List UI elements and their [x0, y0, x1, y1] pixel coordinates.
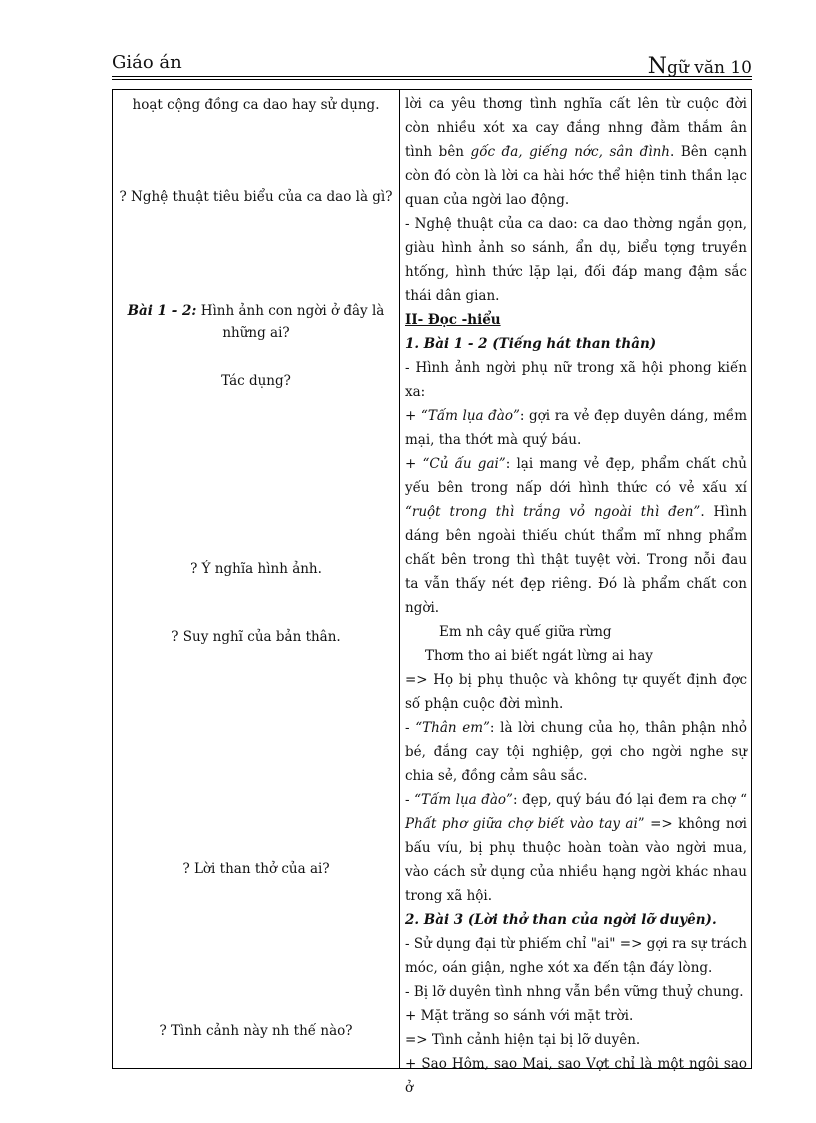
right-p3: - Hình ảnh ngời phụ nữ trong xã hội phong kiến xa: [405, 360, 747, 400]
header-rule-top [112, 76, 752, 77]
left-q6: ? Lời than thở của ai? [182, 861, 330, 877]
left-q1: ? Nghệ thuật tiêu biểu của ca dao là gì? [119, 189, 393, 205]
right-p10: - Bị lỡ duyên tình nhng vẫn bền vững thuỷ chung. [405, 984, 744, 1000]
right-poem-line1: Em nh cây quế giữa rừng [439, 624, 612, 640]
header-left-title: Giáo án [112, 52, 182, 73]
right-p5: + “Củ ấu gai”: lại mang vẻ đẹp, phẩm chất chủ yếu bên trong nấp dới hình thức có vẻ xấu xí “ruột trong thì trắng vỏ ngoài thì đen”. Hình dáng bên ngoài thiếu chút thẩm mĩ nhng phẩm chất bên trong thì thật tuyệt vời. Trong nỗi đau ta vẫn thấy nét đẹp riêng. Đó là phẩm chất con ngời. [405, 456, 748, 616]
right-poem-line2: Thơm tho ai biết ngát lừng ai hay [425, 648, 653, 664]
left-q2-text: Hình ảnh con ngời ở đây là [196, 303, 385, 319]
right-p1: lời ca yêu thơng tình nghĩa cất lên từ cuộc đời còn nhiều xót xa cay đắng nhng đằm thắm ân tình bên gốc đa, giếng nớc, sân đình. Bên cạnh còn đó còn là lời ca hài hớc thể hiện tinh thần lạc quan của ngời lao động. [405, 96, 747, 208]
right-p7: - “Thân em”: là lời chung của họ, thân phận nhỏ bé, đắng cay tội nghiệp, gợi cho ngời nghe sự chia sẻ, đồng cảm sâu sắc. [405, 720, 748, 784]
left-q2 [113, 300, 399, 344]
right-p8: - “Tấm lụa đào”: đẹp, quý báu đó lại đem ra chợ “ Phất phơ giữa chợ biết vào tay ai” => không nơi bấu víu, bị phụ thuộc hoàn toàn vào ngời mua, vào cách sử dụng của nhiều hạng ngời khác nhau trong xã hội. [405, 792, 747, 904]
column-divider [399, 90, 400, 1068]
left-q2-label: Bài 1 - 2: [127, 303, 197, 319]
right-p6: => Họ bị phụ thuộc và không tự quyết định đợc số phận cuộc đời mình. [405, 672, 747, 712]
lesson-table [112, 89, 752, 1096]
right-p13: + Sao Hôm, sao Mai, sao Vợt chỉ là một ngôi sao ở [405, 1056, 747, 1096]
right-heading-section: II- Đọc -hiểu [405, 312, 501, 328]
right-p12: => Tình cảnh hiện tại bị lỡ duyên. [405, 1032, 641, 1048]
right-heading-2: 2. Bài 3 (Lời thở than của ngời lỡ duyên). [405, 912, 717, 928]
right-p4: + “Tấm lụa đào”: gợi ra vẻ đẹp duyên dáng, mềm mại, tha thớt mà quý báu. [405, 408, 747, 448]
right-heading-1: 1. Bài 1 - 2 (Tiếng hát than thân) [405, 336, 657, 352]
left-q4: ? Ý nghĩa hình ảnh. [190, 561, 322, 577]
left-q3: Tác dụng? [221, 373, 291, 389]
left-q0: hoạt cộng đồng ca dao hay sử dụng. [132, 97, 380, 113]
right-p2: - Nghệ thuật của ca dao: ca dao thờng ngắn gọn, giàu hình ảnh so sánh, ẩn dụ, biểu tợng truyền htống, hình thức lặp lại, đối đáp mang đậm sắc thái dân gian. [405, 216, 747, 304]
left-q2-line2: những ai? [222, 325, 290, 341]
right-column-content [405, 92, 747, 1100]
header-right-initial: N [647, 54, 668, 79]
right-p11: + Mặt trăng so sánh với mặt trời. [405, 1008, 634, 1024]
left-q5: ? Suy nghĩ của bản thân. [171, 629, 341, 645]
header-rule-bottom [112, 79, 752, 80]
header-right-rest: gữ văn 10 [667, 58, 752, 78]
right-p9: - Sử dụng đại từ phiếm chỉ "ai" => gợi ra sự trách móc, oán giận, nghe xót xa đến tận đáy lòng. [405, 936, 747, 976]
left-q7: ? Tình cảnh này nh thế nào? [159, 1023, 353, 1039]
